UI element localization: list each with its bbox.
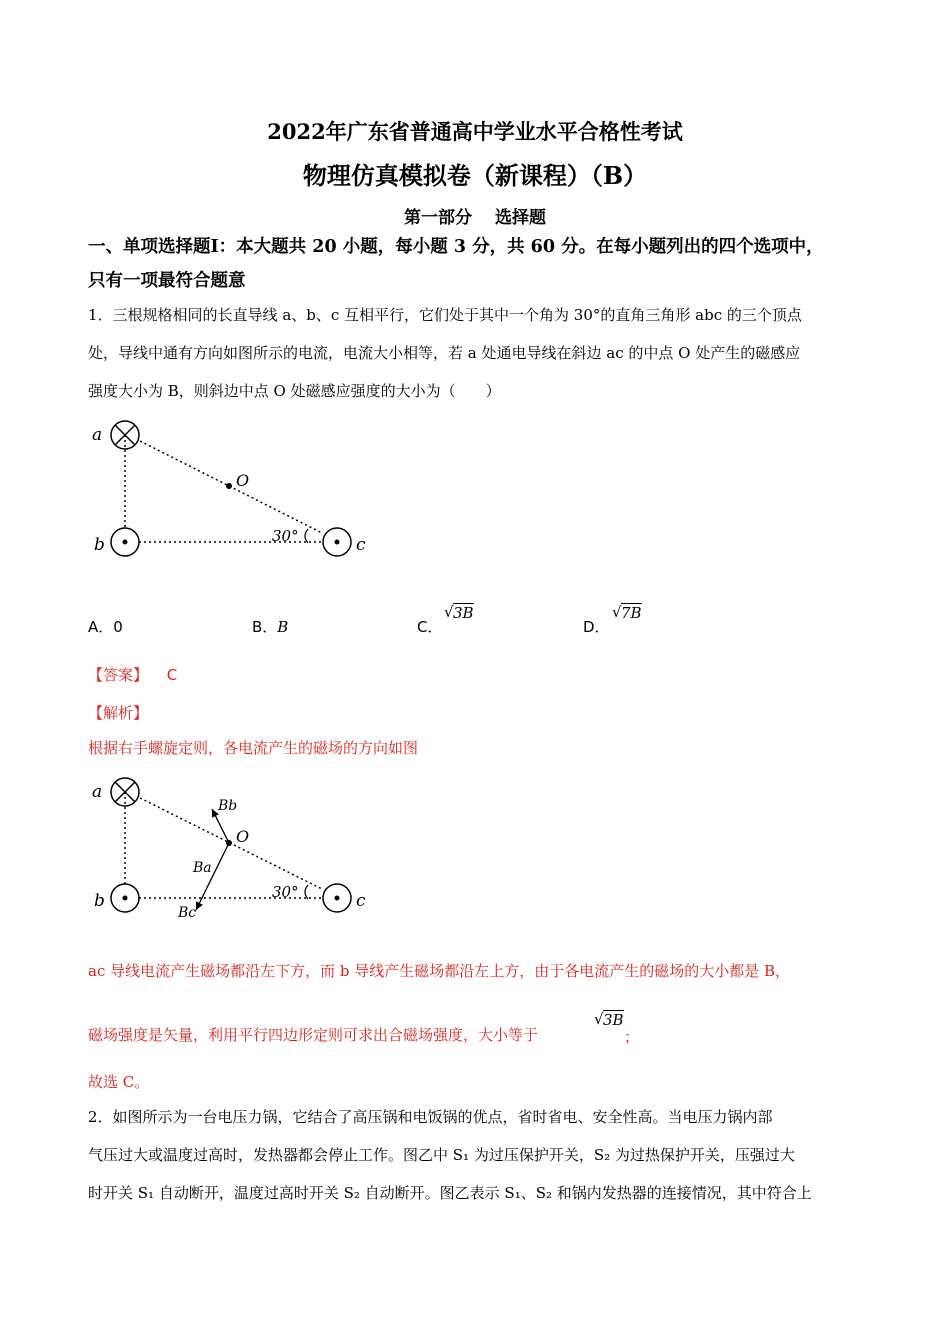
sqrt-sign-c: √ xyxy=(444,603,454,621)
q1-figure xyxy=(88,415,388,565)
label-c: c xyxy=(356,535,366,555)
label-a: a xyxy=(92,425,103,445)
label-b: b xyxy=(94,535,105,555)
answer-value: C xyxy=(166,666,178,684)
option-a-value: 0 xyxy=(113,618,123,636)
label-ba: Ba xyxy=(193,860,212,876)
q1-analysis-figure xyxy=(88,770,388,930)
label-bc: Bc xyxy=(178,905,197,921)
part-title: 第一部分 选择题 xyxy=(404,208,546,228)
option-a[interactable] xyxy=(88,616,123,637)
option-d-formula xyxy=(612,604,642,622)
arrow-bc xyxy=(196,843,229,910)
option-d[interactable] xyxy=(583,616,610,637)
label-angle: 30° xyxy=(272,527,299,545)
point-o xyxy=(226,483,232,489)
analysis-label: 【解析】 xyxy=(88,704,149,722)
analysis-line3-end: ； xyxy=(624,1028,640,1046)
label-o-2: O xyxy=(236,827,250,846)
option-c[interactable] xyxy=(417,616,442,637)
q2-line3: 时开关 S₁ 自动断开，温度过高时开关 S₂ 自动断开。图乙表示 S₁、S₂ 和锅内发热器的连接情况，其中符合上 xyxy=(88,1184,812,1202)
q1-line1: 1．三根规格相同的长直导线 a、b、c 互相平行，它们处于其中一个角为 30°的直角三角形 abc 的三个顶点 xyxy=(88,306,802,324)
q2-line1: 2．如图所示为一台电压力锅，它结合了高压锅和电饭锅的优点，省时省电、安全性高。当电压力锅内部 xyxy=(88,1108,773,1126)
q1-line3: 强度大小为 B，则斜边中点 O 处磁感应强度的大小为（ ） xyxy=(88,382,501,400)
q2-line2: 气压过大或温度过高时，发热器都会停止工作。图乙中 S₁ 为过压保护开关，S₂ 为过热保护开关，压强过大 xyxy=(88,1146,795,1164)
section-heading-line1: 一、单项选择题Ⅰ：本大题共 20 小题，每小题 3 分，共 60 分。在每小题列出的四个选项中， xyxy=(88,237,824,257)
option-b[interactable] xyxy=(252,616,288,637)
sqrt-sign-analysis: √ xyxy=(594,1010,604,1028)
option-b-value: B xyxy=(277,618,289,636)
arrow-bb xyxy=(212,809,229,843)
analysis-formula-value: 3B xyxy=(603,1011,624,1029)
answer-label: 【答案】 xyxy=(88,666,149,684)
label-c-2: c xyxy=(356,891,366,911)
sqrt-sign-d: √ xyxy=(612,603,622,621)
option-a-letter: A． xyxy=(88,618,114,636)
analysis-formula xyxy=(594,1011,624,1029)
option-d-value: 7B xyxy=(621,604,642,622)
label-bb: Bb xyxy=(218,798,238,814)
label-o: O xyxy=(236,471,250,490)
analysis-line4: 故选 C。 xyxy=(88,1073,150,1091)
option-c-letter: C． xyxy=(417,618,443,636)
analysis-line1: 根据右手螺旋定则，各电流产生的磁场的方向如图 xyxy=(88,739,419,757)
exam-subtitle: 物理仿真模拟卷（新课程）（B） xyxy=(302,161,648,190)
exam-title: 2022年广东省普通高中学业水平合格性考试 xyxy=(267,119,683,144)
label-angle-2: 30° xyxy=(272,883,299,901)
analysis-line2: ac 导线电流产生磁场都沿左下方，而 b 导线产生磁场都沿左上方，由于各电流产生的磁场的大小都是 B， xyxy=(88,962,791,980)
q1-line2: 处，导线中通有方向如图所示的电流，电流大小相等，若 a 处通电导线在斜边 ac 的中点 O 处产生的磁感应 xyxy=(88,344,801,362)
label-a-2: a xyxy=(92,782,103,802)
option-b-letter: B． xyxy=(252,618,278,636)
option-c-value: 3B xyxy=(453,604,474,622)
option-d-letter: D． xyxy=(583,618,610,636)
option-c-formula xyxy=(444,604,474,622)
label-b-2: b xyxy=(94,891,105,911)
section-heading-line2: 只有一项最符合题意 xyxy=(88,271,246,291)
answer-row xyxy=(88,664,177,685)
analysis-line3: 磁场强度是矢量，利用平行四边形定则可求出合磁场强度，大小等于 xyxy=(88,1026,539,1044)
